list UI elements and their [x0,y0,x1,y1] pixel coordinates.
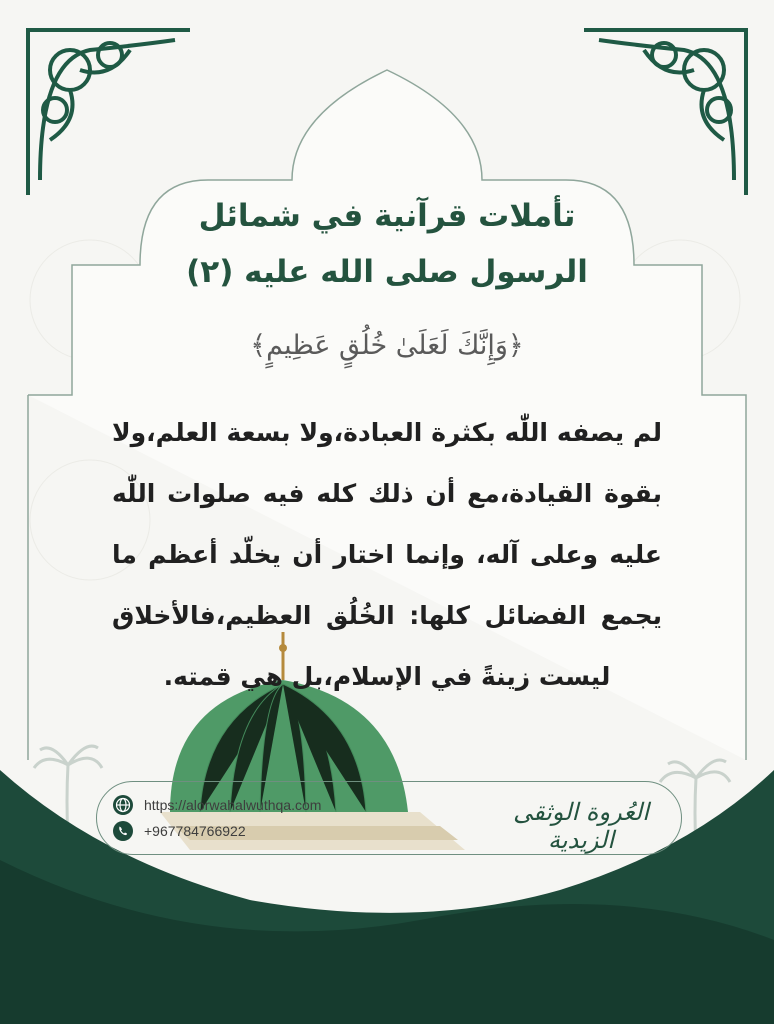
quran-verse: ﴿وَإِنَّكَ لَعَلَىٰ خُلُقٍ عَظِيمٍ﴾ [250,330,524,361]
globe-icon [112,794,134,816]
page-title-line2: الرسول صلى الله عليه (٢) [186,254,588,290]
corner-ornament-left [28,30,190,195]
website-link[interactable]: https://alorwahalwuthqa.com [144,797,322,813]
whatsapp-icon [112,820,134,842]
page-title-line1: تأملات قرآنية في شمائل [198,198,576,234]
body-paragraph: لم يصفه اللّٰه بكثرة العبادة،ولا بسعة العلم،ولا بقوة القيادة،مع أن ذلك كله فيه صلوات اللّٰه عليه وعلى آله، وإنما اختار أن يخلّد أعظم ما يجمع الفضائل كلها: الخُلُق العظيم،فالأخلاق ليست زينةً في الإسلام،بل هي قمته. [112,418,662,691]
phone-number[interactable]: +967784766922 [144,823,246,839]
corner-ornament-right [584,30,746,195]
brand-logo-text: العُروة الوثقى الزيدية [513,798,649,854]
